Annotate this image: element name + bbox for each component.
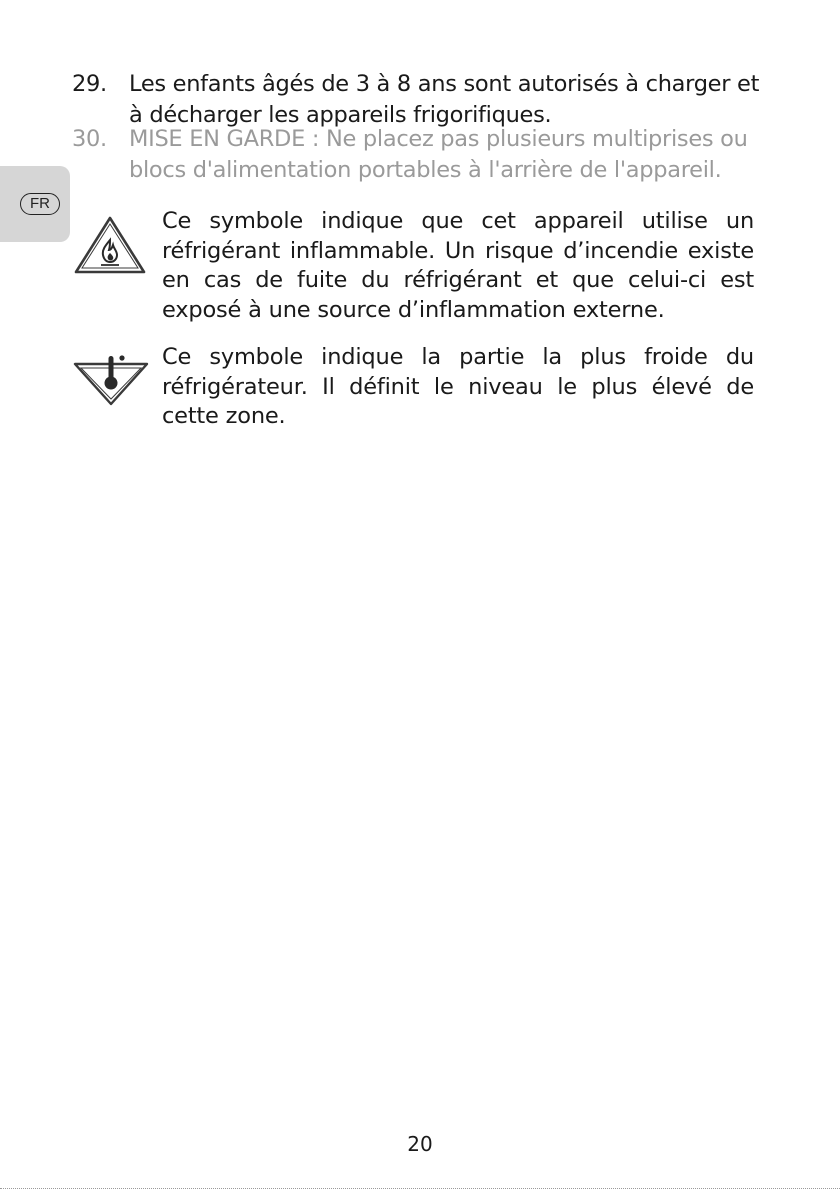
list-item-29 — [72, 69, 772, 131]
flammable-warning-icon — [72, 214, 148, 280]
flammable-symbol-description: Ce symbole indique que cet appareil utilise un réfrigérant inflammable. Un risque d’incendie existe en cas de fuite du réfrigérant et que celui-ci est exposé à une source d’inflammation externe. — [162, 208, 754, 323]
coldest-zone-description: Ce symbole indique la partie la plus froide du réfrigérateur. Il définit le niveau le plus élevé de cette zone. — [162, 344, 754, 429]
list-item-number: 30. — [72, 126, 107, 152]
list-item-text: Les enfants âgés de 3 à 8 ans sont autorisés à charger et à décharger les appareils frigorifiques. — [129, 71, 760, 128]
page-number: 20 — [407, 1132, 433, 1156]
list-item-text: MISE EN GARDE : Ne placez pas plusieurs multiprises ou blocs d'alimentation portables à l'arrière de l'appareil. — [129, 126, 748, 183]
list-item-number: 29. — [72, 71, 107, 97]
language-badge: FR — [20, 193, 60, 215]
coldest-zone-icon — [72, 346, 150, 412]
list-item-30 — [72, 124, 772, 186]
page-bottom-divider — [0, 1188, 840, 1190]
